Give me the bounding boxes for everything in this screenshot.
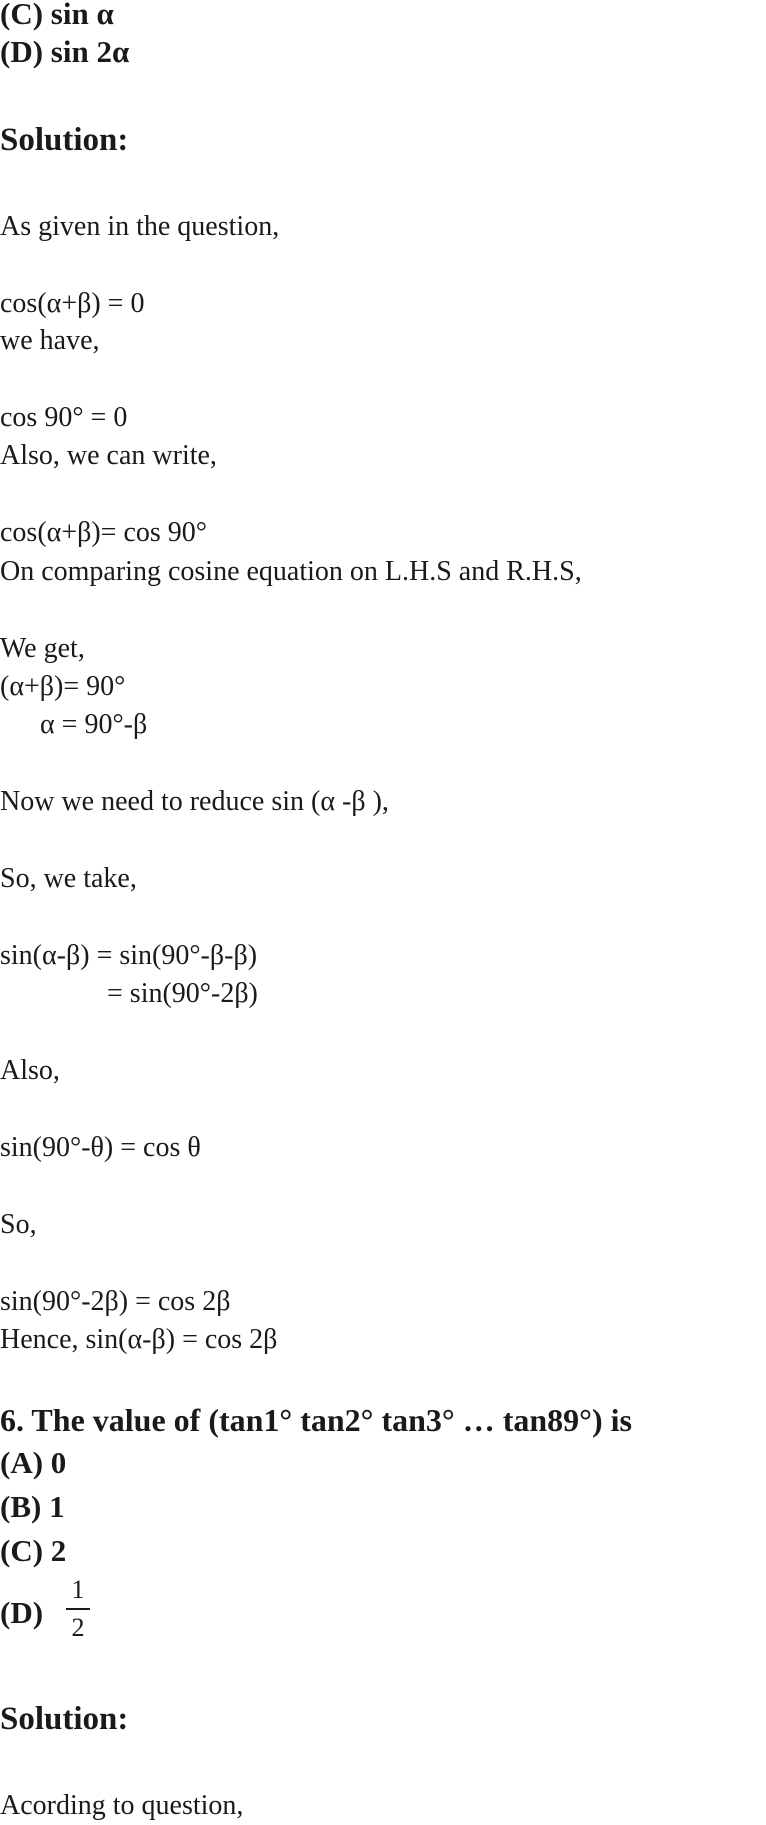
solution-heading-1: Solution:	[0, 122, 129, 158]
solution-line: We get,	[0, 633, 85, 664]
solution-line: we have,	[0, 325, 100, 356]
solution-line: So, we take,	[0, 863, 137, 894]
solution-line: Now we need to reduce sin (α -β ),	[0, 786, 389, 817]
option-b: (B) 1	[0, 1489, 65, 1524]
solution-heading-2: Solution:	[0, 1701, 129, 1737]
solution-line: So,	[0, 1209, 37, 1240]
solution-line: sin(90°-2β) = cos 2β	[0, 1286, 231, 1317]
solution-line: Acording to question,	[0, 1790, 244, 1821]
solution-line: cos 90° = 0	[0, 402, 128, 433]
fraction-bar	[66, 1608, 90, 1610]
solution-line: α = 90°-β	[40, 709, 148, 740]
option-c-prev: (C) sin α	[0, 0, 114, 31]
solution-line: Also, we can write,	[0, 440, 217, 471]
solution-line: On comparing cosine equation on L.H.S and R.H.S,	[0, 556, 582, 587]
fraction-denominator: 2	[71, 1613, 85, 1642]
fraction-numerator: 1	[71, 1575, 85, 1604]
solution-line: cos(α+β) = 0	[0, 288, 145, 319]
solution-line: sin(90°-θ) = cos θ	[0, 1132, 201, 1163]
option-d-fraction	[62, 1575, 94, 1643]
solution-line: sin(α-β) = sin(90°-β-β)	[0, 940, 258, 971]
solution-line: As given in the question,	[0, 211, 280, 242]
solution-line: cos(α+β)= cos 90°	[0, 517, 207, 548]
question-6: 6. The value of (tan1° tan2° tan3° … tan89°) is	[0, 1402, 632, 1438]
option-d-prev: (D) sin 2α	[0, 34, 130, 69]
option-d-label: (D)	[0, 1595, 44, 1630]
solution-line: Hence, sin(α-β) = cos 2β	[0, 1324, 278, 1355]
option-a: (A) 0	[0, 1445, 67, 1480]
solution-line: (α+β)= 90°	[0, 671, 126, 702]
solution-line: Also,	[0, 1055, 60, 1086]
solution-line: = sin(90°-2β)	[107, 978, 258, 1009]
option-c: (C) 2	[0, 1533, 67, 1568]
